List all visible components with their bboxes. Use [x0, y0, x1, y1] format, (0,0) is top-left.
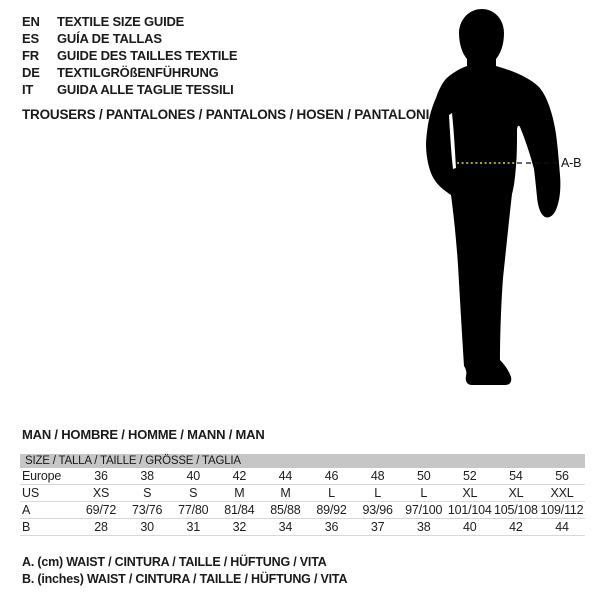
language-label: GUIDE DES TAILLES TEXTILE — [57, 48, 238, 63]
table-cell: 44 — [555, 520, 569, 534]
table-cell: XL — [508, 486, 524, 500]
man-silhouette — [426, 9, 560, 385]
language-row — [22, 30, 237, 47]
table-cell: 93/96 — [362, 503, 393, 517]
table-cell: M — [280, 486, 291, 500]
table-cell: 48 — [370, 469, 385, 483]
table-cell: S — [143, 486, 152, 500]
table-cell: 37 — [370, 520, 385, 534]
table-cell: L — [420, 486, 428, 500]
table-cell: L — [328, 486, 335, 500]
table-cell: 32 — [232, 520, 247, 534]
table-cell: 36 — [324, 520, 339, 534]
table-row — [20, 502, 585, 519]
table-cell: 50 — [416, 469, 431, 483]
table-cell: 52 — [463, 469, 477, 483]
table-cell: 69/72 — [85, 503, 117, 517]
table-row — [20, 468, 585, 485]
table-cell: 38 — [416, 520, 431, 534]
language-label: TEXTILE SIZE GUIDE — [57, 14, 185, 29]
language-label: TEXTILGRÖßENFÜHRUNG — [57, 65, 219, 80]
language-row — [22, 13, 237, 30]
table-cell: S — [189, 486, 198, 500]
table-cell: M — [234, 486, 245, 500]
table-cell: 40 — [186, 469, 200, 483]
table-cell: 89/92 — [316, 503, 347, 517]
measure-label: A-B — [561, 156, 582, 170]
size-table-rows — [20, 468, 585, 536]
size-table-header: SIZE / TALLA / TAILLE / GRÖSSE / TAGLIA — [20, 454, 585, 468]
language-row — [22, 64, 237, 81]
language-label: GUIDA ALLE TAGLIE TESSILI — [57, 82, 234, 97]
size-table — [20, 454, 585, 536]
language-list — [22, 13, 237, 98]
section-title-man: MAN / HOMBRE / HOMME / MANN / MAN — [22, 427, 265, 442]
table-cell: 56 — [555, 469, 569, 483]
footnote-a: A. (cm) WAIST / CINTURA / TAILLE / HÜFTUNG / VITA — [22, 555, 327, 569]
table-cell: XS — [92, 486, 110, 500]
row-label: A — [22, 503, 31, 517]
language-code: DE — [22, 65, 40, 80]
table-cell: 42 — [509, 520, 523, 534]
row-label: B — [22, 520, 31, 534]
language-code: FR — [22, 48, 39, 63]
table-cell: 77/80 — [178, 503, 209, 517]
table-cell: 38 — [140, 469, 154, 483]
table-cell: 85/88 — [270, 503, 301, 517]
table-cell: 28 — [94, 520, 108, 534]
table-row — [20, 485, 585, 502]
table-cell: 97/100 — [405, 503, 443, 517]
table-cell: XXL — [550, 486, 574, 500]
table-cell: 105/108 — [493, 503, 538, 517]
language-code: EN — [22, 14, 40, 29]
table-cell: 46 — [324, 469, 339, 483]
table-cell: 36 — [94, 469, 108, 483]
table-cell: L — [374, 486, 381, 500]
table-cell: XL — [462, 486, 478, 500]
table-cell: 34 — [278, 520, 293, 534]
man-silhouette-figure — [405, 0, 600, 410]
table-cell: 109/112 — [540, 503, 584, 517]
footnote-b: B. (inches) WAIST / CINTURA / TAILLE / HÜFTUNG / VITA — [22, 572, 348, 586]
table-cell: 54 — [509, 469, 523, 483]
table-cell: 42 — [232, 469, 247, 483]
footnotes — [22, 554, 347, 588]
language-code: IT — [22, 82, 34, 97]
row-label: US — [22, 486, 39, 500]
table-cell: 73/76 — [132, 503, 163, 517]
table-cell: 40 — [463, 520, 477, 534]
table-cell: 30 — [140, 520, 154, 534]
table-cell: 81/84 — [224, 503, 255, 517]
row-label: Europe — [22, 469, 62, 483]
table-cell: 31 — [186, 520, 200, 534]
table-cell: 101/104 — [447, 503, 492, 517]
table-cell: 44 — [278, 469, 293, 483]
language-row — [22, 47, 237, 64]
language-code: ES — [22, 31, 39, 46]
language-row — [22, 81, 237, 98]
category-title: TROUSERS / PANTALONES / PANTALONS / HOSEN / PANTALONI — [22, 107, 430, 122]
table-row — [20, 519, 585, 536]
language-label: GUÍA DE TALLAS — [57, 31, 162, 46]
